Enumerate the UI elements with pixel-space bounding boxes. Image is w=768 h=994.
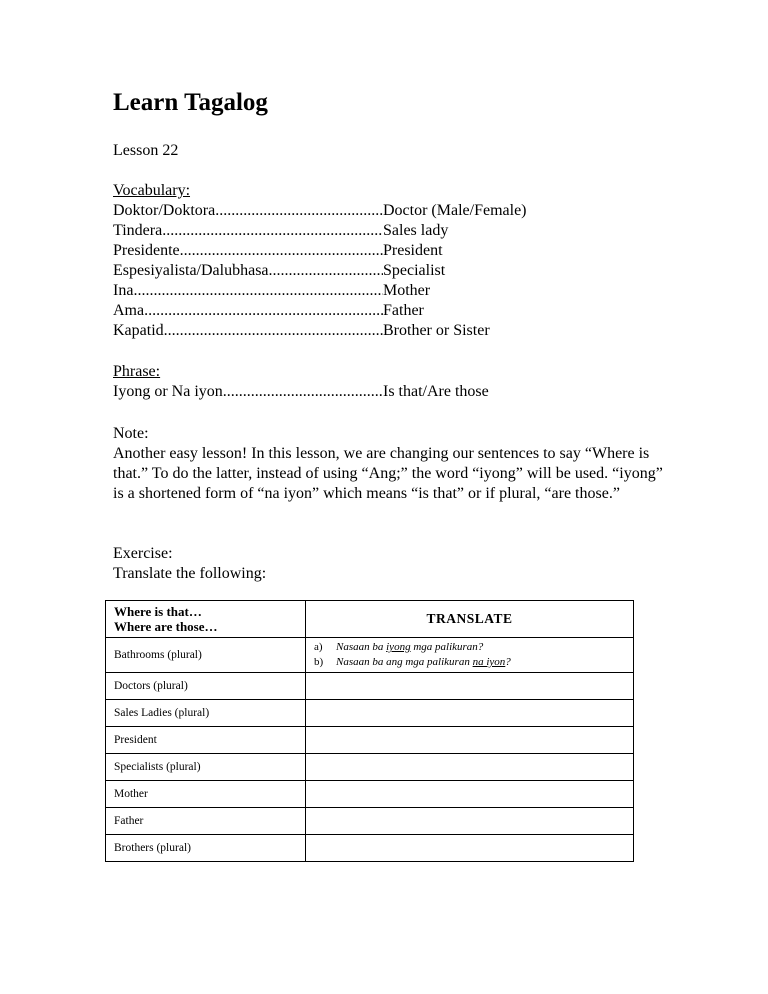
- exercise-heading: Exercise:: [113, 545, 173, 562]
- vocab-meaning: Father: [383, 302, 424, 319]
- vocab-term: Kapatid: [113, 322, 164, 339]
- vocab-term: Tindera: [113, 222, 163, 239]
- vocab-row: [113, 241, 443, 261]
- phrase-row: [113, 382, 489, 402]
- vocab-meaning: Doctor (Male/Female): [383, 202, 527, 219]
- vocab-leader: [113, 321, 383, 341]
- prompt-cell: Doctors (plural): [106, 673, 306, 700]
- vocab-leader: [113, 301, 383, 321]
- vocab-row: [113, 281, 430, 301]
- column-header-prompt: [106, 601, 306, 638]
- answer-marker: a): [314, 641, 323, 653]
- example-answer-b: [314, 655, 625, 670]
- phrase-leader: [113, 382, 383, 402]
- exercise-instruction: Translate the following:: [113, 565, 267, 582]
- vocab-leader: [113, 241, 383, 261]
- answer-cell[interactable]: [306, 781, 634, 808]
- prompt-cell: Specialists (plural): [106, 754, 306, 781]
- vocab-term: Doktor/Doktora: [113, 202, 216, 219]
- prompt-cell: President: [106, 727, 306, 754]
- vocabulary-heading: Vocabulary:: [113, 182, 191, 199]
- vocab-term: Ama: [113, 302, 145, 319]
- vocab-leader: [113, 261, 383, 281]
- vocab-leader: [113, 201, 383, 221]
- header-line: Where is that…: [114, 604, 202, 619]
- table-header-row: [106, 601, 634, 638]
- answer-cell[interactable]: [306, 835, 634, 862]
- answer-cell[interactable]: [306, 700, 634, 727]
- vocab-row: [113, 201, 527, 221]
- answer-highlight: iyong: [386, 641, 411, 653]
- phrase-meaning: Is that/Are those: [383, 383, 489, 400]
- vocab-term: Ina: [113, 282, 134, 299]
- answer-highlight: na iyon: [472, 656, 506, 668]
- prompt-cell: Father: [106, 808, 306, 835]
- table-row: [106, 808, 634, 835]
- vocab-meaning: President: [383, 242, 443, 259]
- table-row: [106, 673, 634, 700]
- phrase-term: Iyong or Na iyon: [113, 383, 223, 400]
- column-header-translate: TRANSLATE: [306, 601, 634, 638]
- answer-cell[interactable]: [306, 754, 634, 781]
- vocab-row: [113, 321, 490, 341]
- vocab-leader: [113, 221, 383, 241]
- prompt-cell: Mother: [106, 781, 306, 808]
- page-title: Learn Tagalog: [113, 89, 268, 116]
- answer-cell[interactable]: [306, 727, 634, 754]
- header-line: Where are those…: [114, 619, 218, 634]
- prompt-cell: Sales Ladies (plural): [106, 700, 306, 727]
- answer-text: mga palikuran?: [410, 641, 484, 653]
- example-answer-cell: [306, 638, 634, 673]
- table-row: [106, 727, 634, 754]
- table-row: [106, 754, 634, 781]
- exercise-table: [105, 600, 634, 862]
- vocab-row: [113, 261, 445, 281]
- vocab-meaning: Sales lady: [383, 222, 449, 239]
- answer-marker: b): [314, 656, 324, 668]
- vocab-meaning: Specialist: [383, 262, 446, 279]
- vocab-meaning: Brother or Sister: [383, 322, 490, 339]
- answer-text: Nasaan ba: [336, 641, 387, 653]
- vocab-leader: [113, 281, 383, 301]
- vocab-row: [113, 221, 448, 241]
- vocab-row: [113, 301, 424, 321]
- prompt-cell: Brothers (plural): [106, 835, 306, 862]
- table-row: [106, 638, 634, 673]
- vocab-meaning: Mother: [383, 282, 431, 299]
- answer-cell[interactable]: [306, 673, 634, 700]
- vocab-term: Espesiyalista/Dalubhasa: [113, 262, 269, 279]
- answer-cell[interactable]: [306, 808, 634, 835]
- example-answer-a: [314, 640, 625, 655]
- table-row: [106, 835, 634, 862]
- vocab-term: Presidente: [113, 242, 180, 259]
- answer-text: Nasaan ba ang mga palikuran: [336, 656, 473, 668]
- note-paragraph: Another easy lesson! In this lesson, we are changing our sentences to say “Where is that.” To do the latter, instead of using “Ang;” the word “iyong” will be used. “iyong” is a shortened form of “na iyon” which means “is that” or if plural, “are those.”: [113, 445, 663, 502]
- note-heading: Note:: [113, 425, 149, 442]
- phrase-heading: Phrase:: [113, 363, 161, 380]
- prompt-cell: Bathrooms (plural): [106, 638, 306, 673]
- table-row: [106, 781, 634, 808]
- lesson-number: Lesson 22: [113, 142, 179, 159]
- table-row: [106, 700, 634, 727]
- answer-text: ?: [505, 656, 511, 668]
